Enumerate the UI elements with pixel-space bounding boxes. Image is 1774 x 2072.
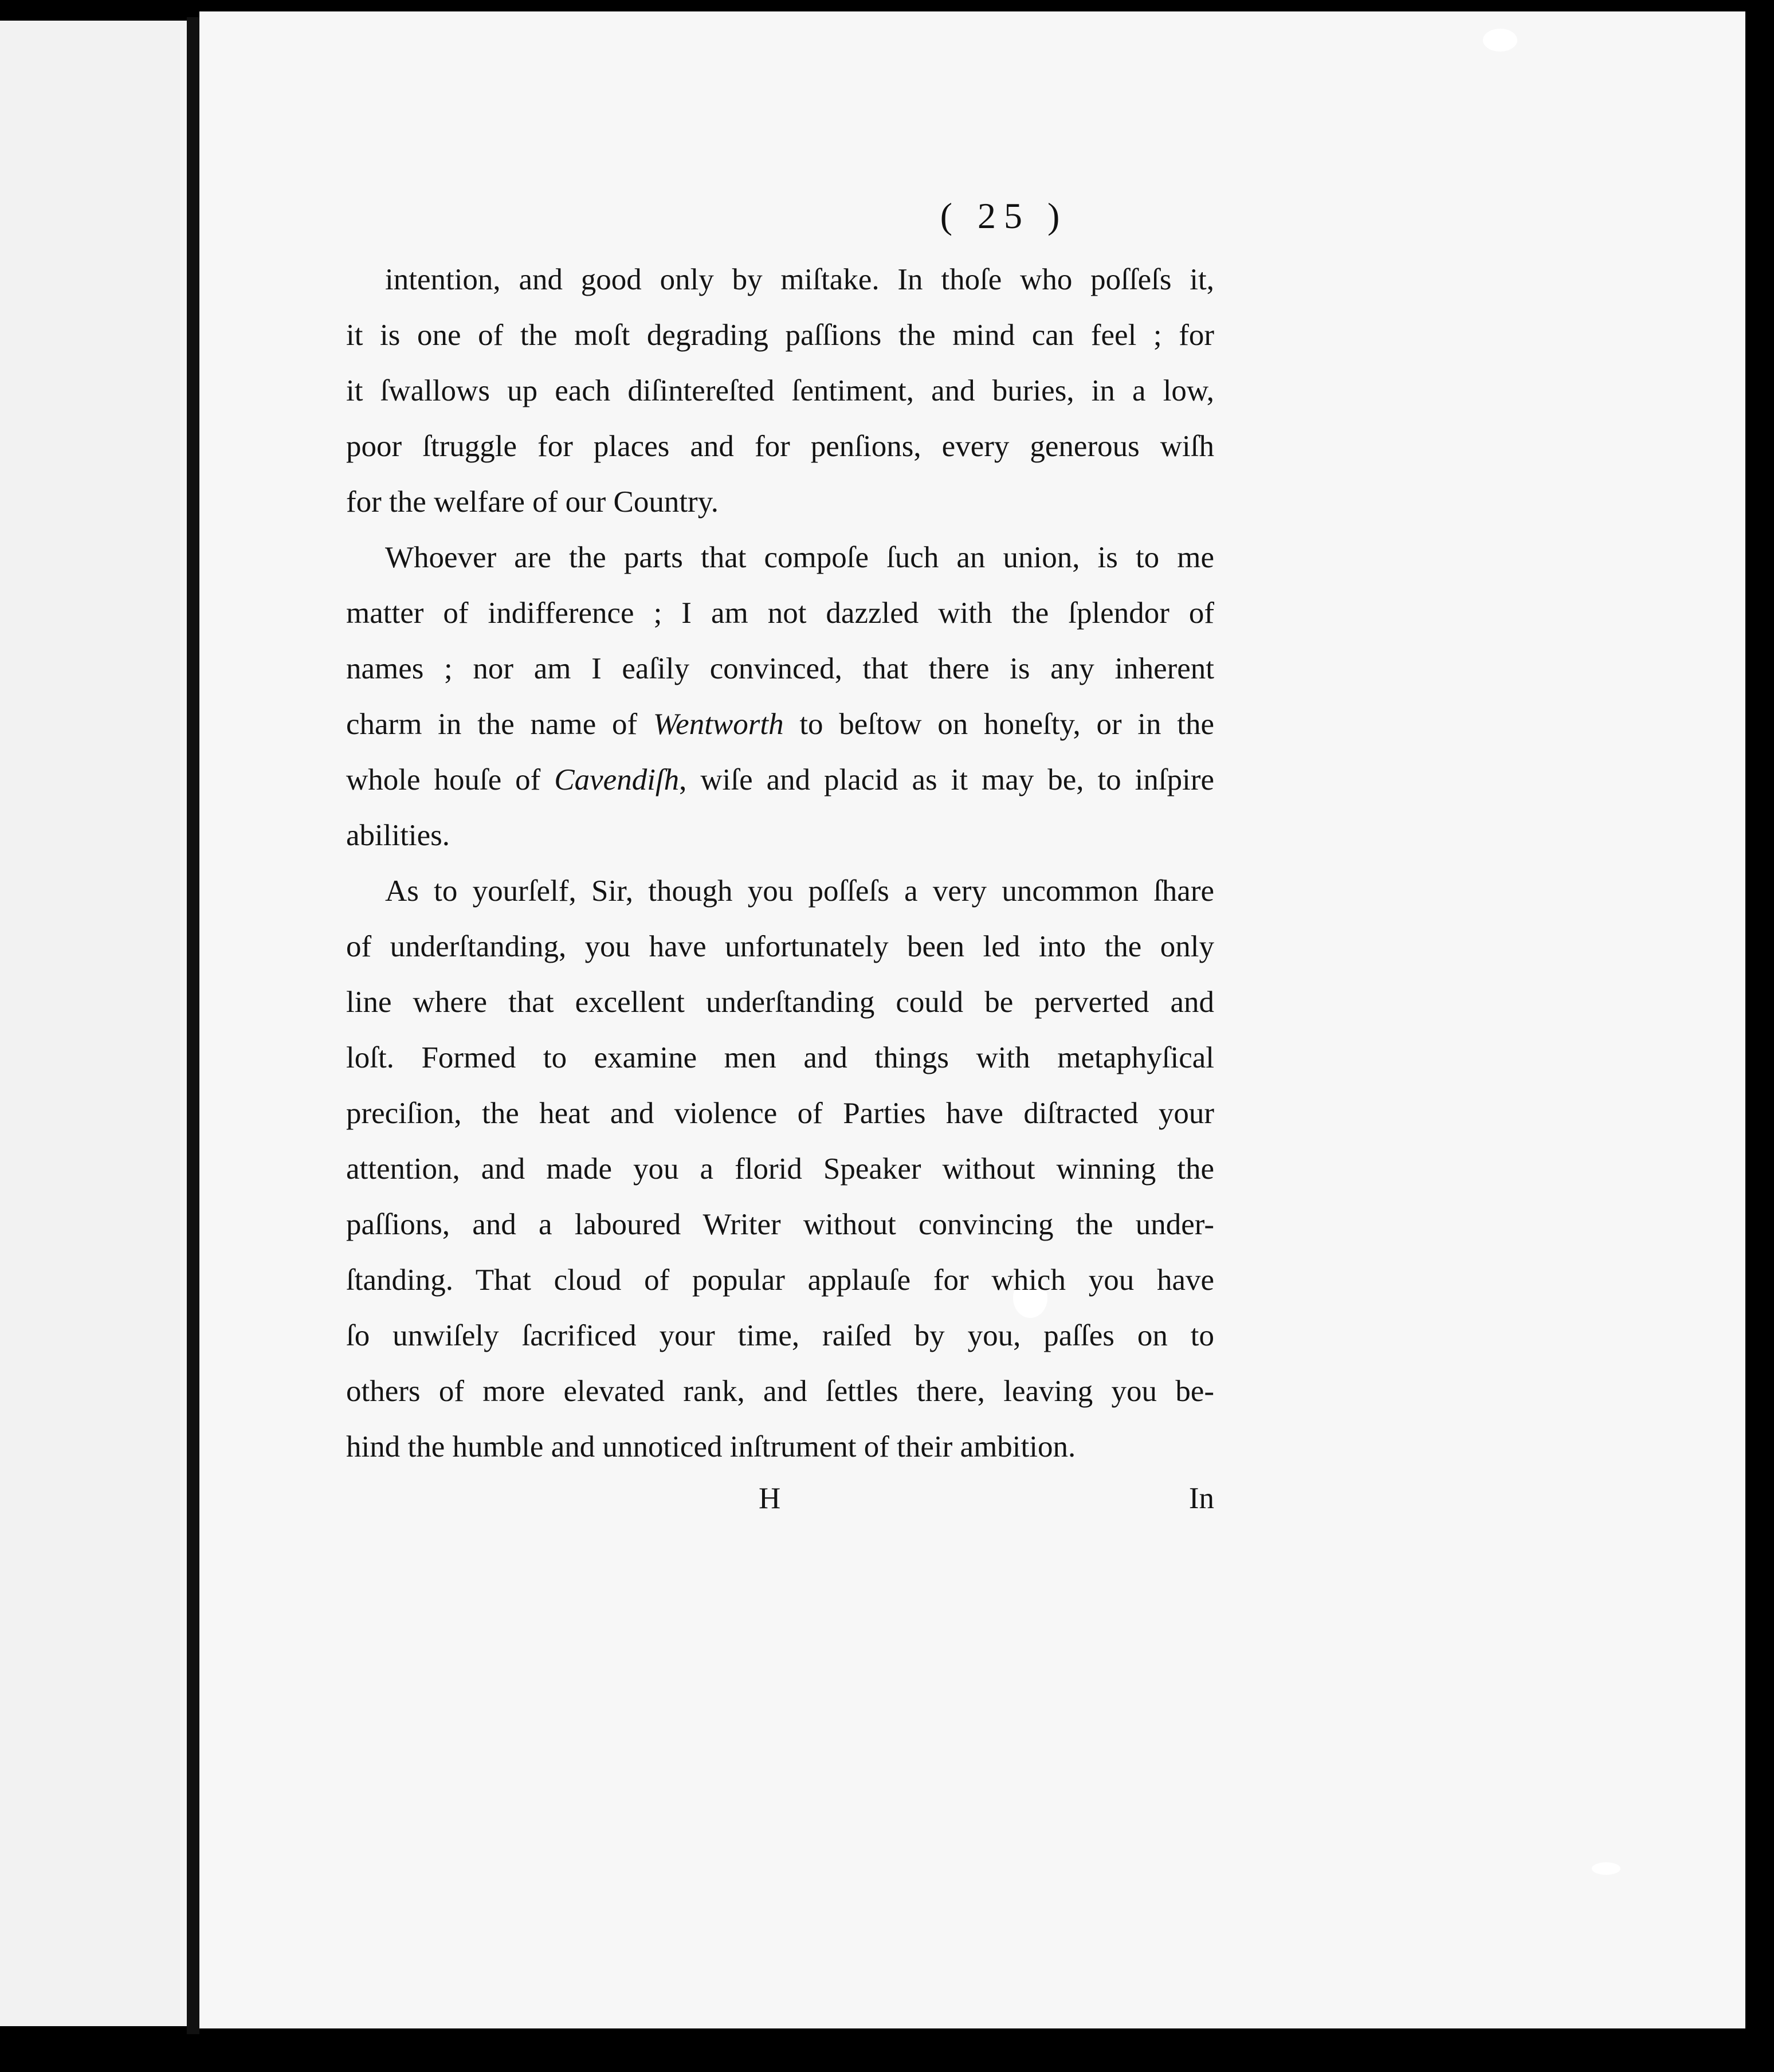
text-line: ſtanding. That cloud of popular applauſe for which you have [346,1263,1214,1297]
paragraph [346,530,1214,864]
text-line: attention, and made you a florid Speaker without winning the [346,1152,1214,1186]
text-line: preciſion, the heat and violence of Parties have diſtracted your [346,1097,1214,1130]
signature-mark: H [759,1482,781,1515]
italic-name: Cavendiſh [554,763,680,796]
paper-speck [1592,1862,1620,1875]
text-line [346,697,1214,752]
body-text [346,252,1214,1475]
text-line: names ; nor am I eaſily convinced, that there is any inherent [346,652,1214,685]
catchword: In [1188,1482,1214,1515]
text-line: of underſtanding, you have unfortunately been led into the only [346,930,1214,963]
text-line: intention, and good only by miſtake. In thoſe who poſſeſs it, [385,263,1214,296]
text-line: ſo unwiſely ſacrificed your time, raiſed by you, paſſes on to [346,1319,1214,1352]
text-line: it is one of the moſt degrading paſſions the mind can feel ; for [346,319,1214,352]
binding-gutter [187,17,199,2034]
italic-name: Wentworth [653,708,784,741]
text-line: As to yourſelf, Sir, though you poſſeſs a very uncommon ſhare [385,874,1214,908]
text-line: matter of indifference ; I am not dazzled with the ſplendor of [346,597,1214,630]
paragraph [346,864,1214,1475]
text-line: hind the humble and unnoticed inſtrument of their ambition. [346,1430,1076,1463]
text-segment: , wiſe and placid as it may be, to inſpire [679,763,1214,796]
text-segment: whole houſe of [346,763,555,796]
text-line: poor ſtruggle for places and for penſions, every generous wiſh [346,430,1214,463]
paper-speck [1483,29,1517,52]
text-line: Whoever are the parts that compoſe ſuch an union, is to me [385,541,1214,574]
text-segment: to beſtow on honeſty, or in the [783,708,1214,741]
text-line: it ſwallows up each diſintereſted ſentiment, and buries, in a low, [346,374,1214,407]
page-number: ( 25 ) [940,195,1068,236]
text-line: for the welfare of our Country. [346,485,719,519]
text-line: others of more elevated rank, and ſettles there, leaving you be- [346,1375,1214,1408]
text-line [346,752,1214,808]
facing-page-edge [0,21,187,2026]
text-line: loſt. Formed to examine men and things with metaphyſical [346,1041,1214,1074]
text-line: abilities. [346,819,450,852]
paragraph [346,252,1214,530]
text-line: paſſions, and a laboured Writer without convincing the under- [346,1208,1214,1241]
text-line: line where that excellent underſtanding could be perverted and [346,986,1214,1019]
text-segment: charm in the name of [346,708,653,741]
page-footer-line [346,1481,1214,1533]
